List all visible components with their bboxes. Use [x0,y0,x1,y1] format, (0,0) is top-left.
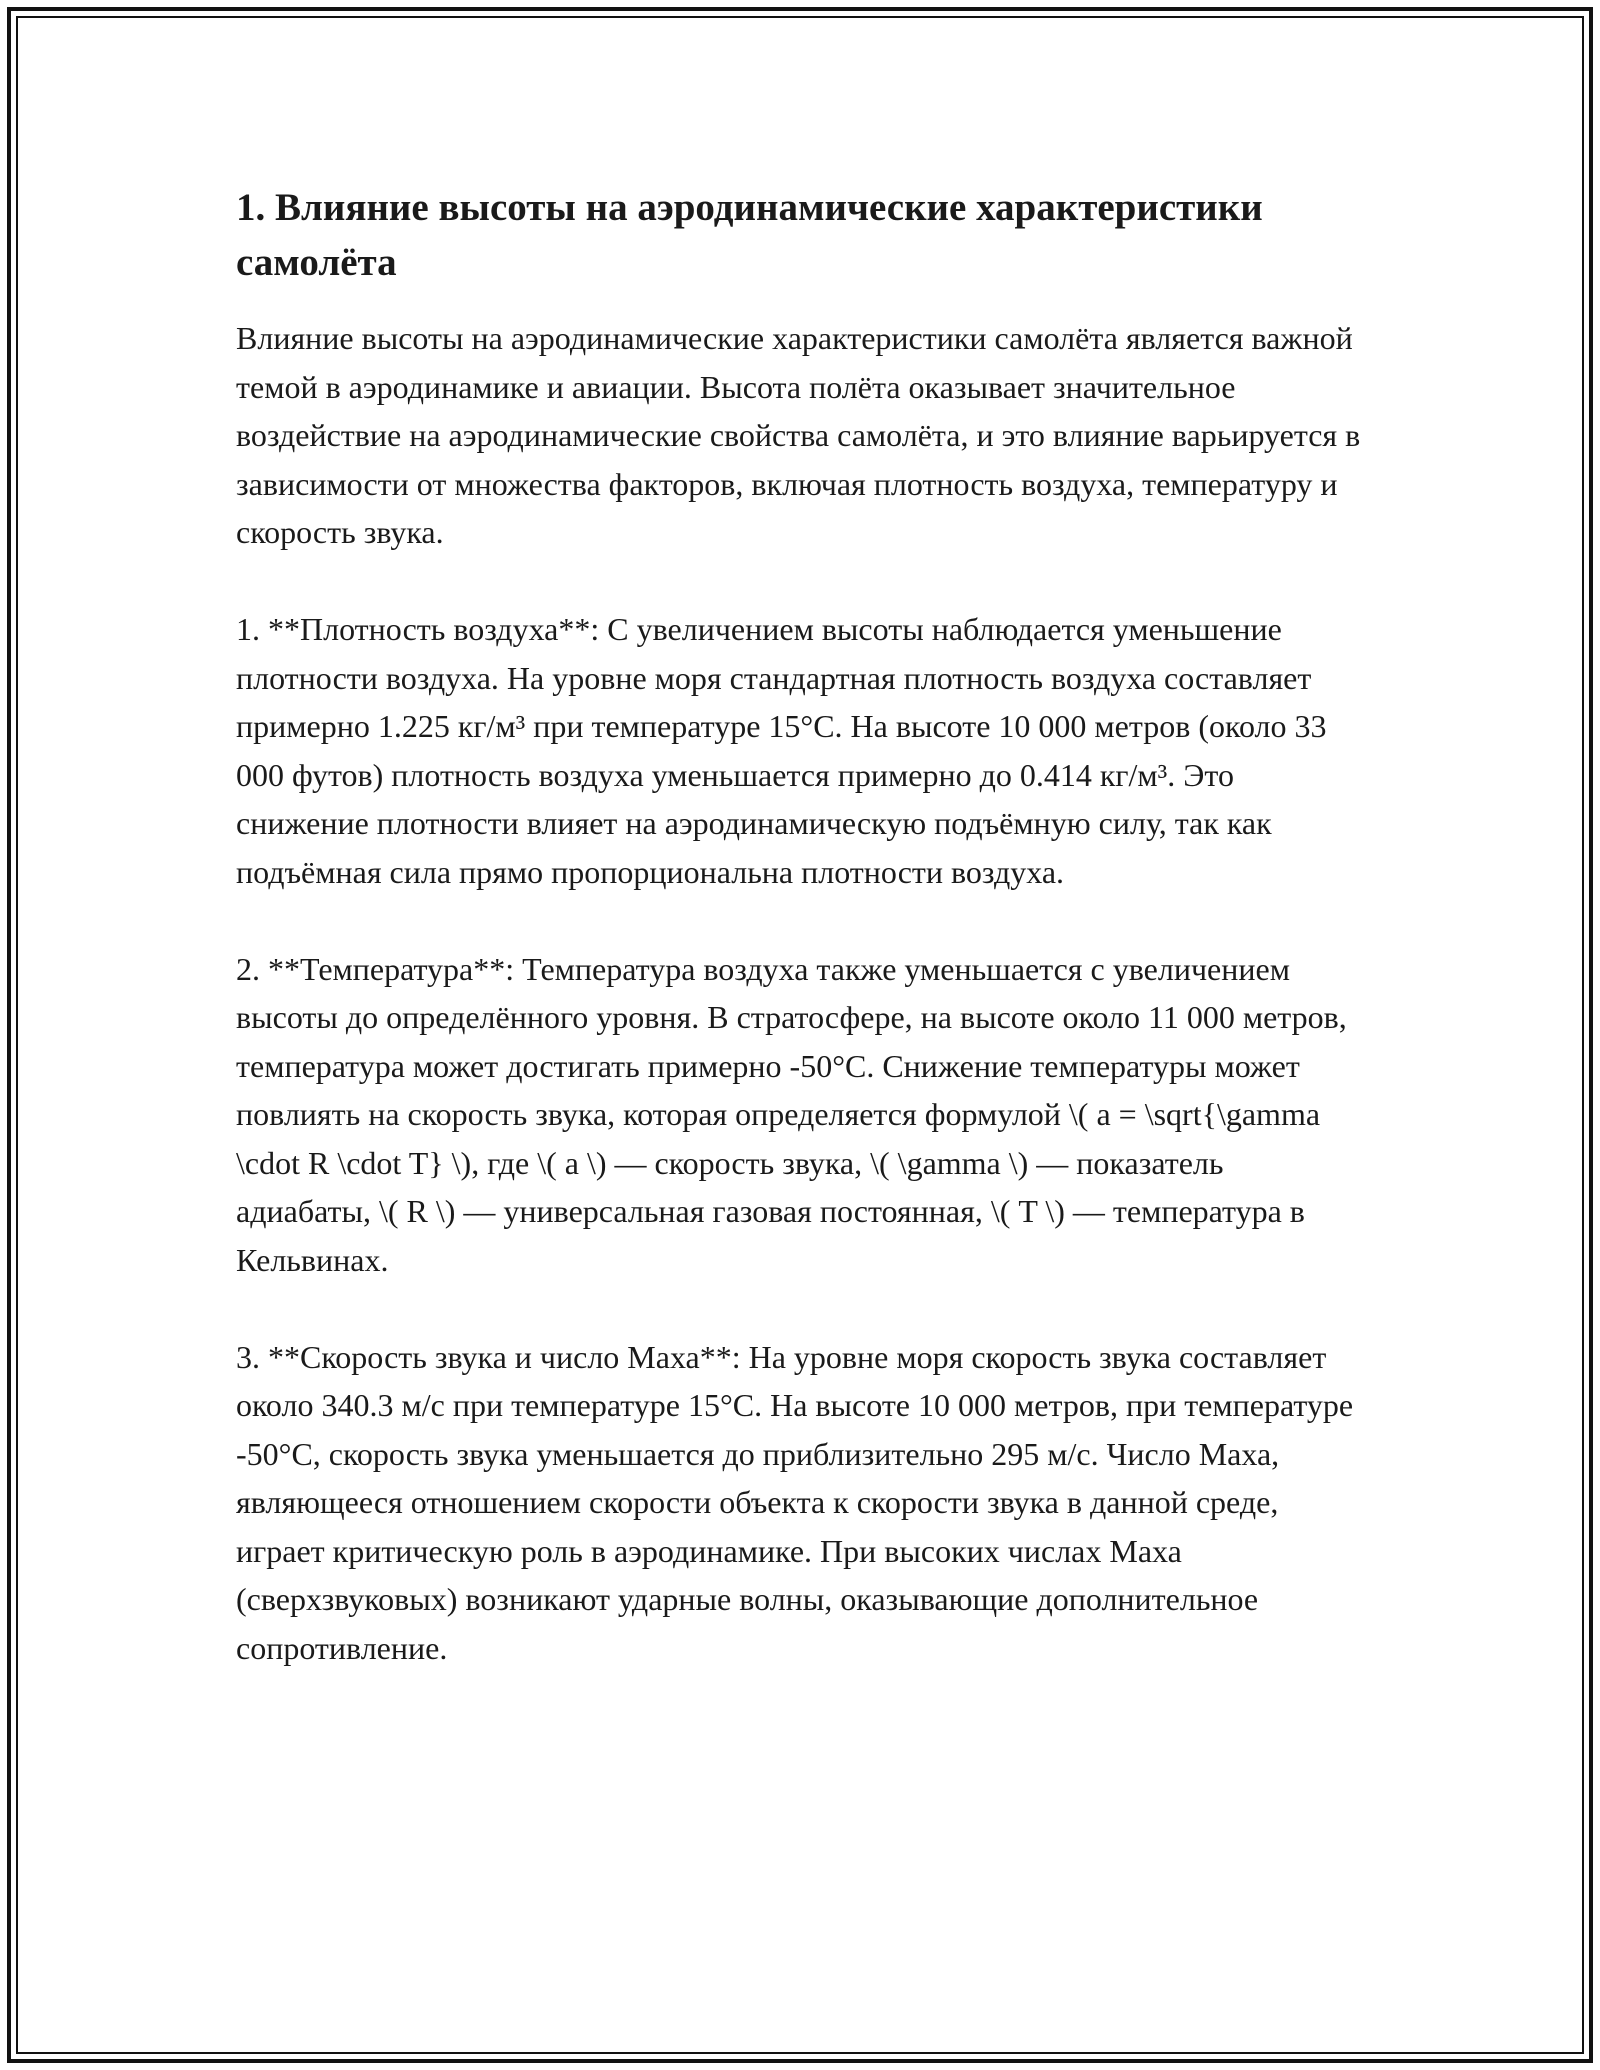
paragraph-temperature: 2. **Температура**: Температура воздуха также уменьшается с увеличением высоты до определённого уровня. В стратосфере, на высоте около 11 000 метров, температура может достигать примерно -50°C. Снижение температуры может повлиять на скорость звука, которая определяется формулой \( a = \sqrt{\gamma \cdot R \cdot T} \), где \( a \) — скорость звука, \( \gamma \) — показатель адиабаты, \( R \) — универсальная газовая постоянная, \( T \) — температура в Кельвинах. [236,950,1347,1278]
intro-paragraph: Влияние высоты на аэродинамические характеристики самолёта является важной темой в аэродинамике и авиации. Высота полёта оказывает значительное воздействие на аэродинамические свойства самолёта, и это влияние варьируется в зависимости от множества факторов, включая плотность воздуха, температуру и скорость звука. [236,320,1361,550]
paragraph-speed-of-sound: 3. **Скорость звука и число Маха**: На уровне моря скорость звука составляет около 340.3 м/с при температуре 15°C. На высоте 10 000 метров, при температуре -50°C, скорость звука уменьшается до приблизительно 295 м/с. Число Маха, являющееся отношением скорости объекта к скорости звука в данной среде, играет критическую роль в аэродинамике. При высоких числах Маха (сверхзвуковых) возникают ударные волны, оказывающие дополнительное сопротивление. [236,1338,1354,1666]
paragraph-air-density: 1. **Плотность воздуха**: С увеличением высоты наблюдается уменьшение плотности воздуха. На уровне моря стандартная плотность воздуха составляет примерно 1.225 кг/м³ при температуре 15°C. На высоте 10 000 метров (около 33 000 футов) плотность воздуха уменьшается примерно до 0.414 кг/м³. Это снижение плотности влияет на аэродинамическую подъёмную силу, так как подъёмная сила прямо пропорциональна плотности воздуха. [236,611,1327,890]
section-heading: 1. Влияние высоты на аэродинамические характеристики самолёта [236,186,1263,284]
document-body [236,180,1366,1721]
